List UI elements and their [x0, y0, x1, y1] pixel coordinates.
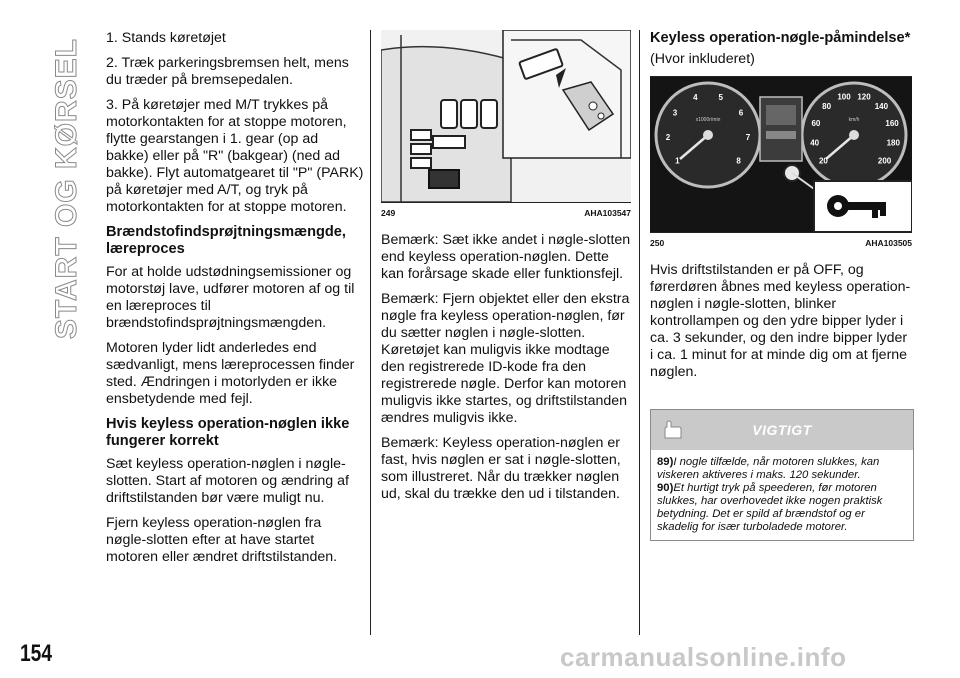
speedometer-tick-label: 180 [886, 138, 900, 148]
note-2: Bemærk: Fjern objektet eller den ekstra nøgle fra keyless operation-nøglen, før du sætter nøglen i nøgle-slotten. Køretøjet kan muligvis ikke modtage den registrerede ID-kode fra den registrerede nøgle. Derfor kan motoren muligvis ikke startes, og driftstilstanden ændres muligvis ikke. [381, 291, 630, 426]
step-1: 1. Stands køretøjet [106, 30, 226, 46]
reminder-paragraph: Hvis driftstilstanden er på OFF, og førerdøren åbnes med keyless operation-nøglen i nøgle-slotten, blinker kontrollampen og den ydre bipper lyder i ca. 3 sekunder, og den indre bipper lyder i ca. 1 minut for at minde dig om at fjerne nøglen. [650, 262, 911, 380]
warning-item-89-text: I nogle tilfælde, når motoren slukkes, kan viskeren aktiveres i maks. 120 sekunder. [657, 456, 880, 481]
tachometer-tick-label: 1 [675, 156, 680, 166]
paragraph-fuel-2: Motoren lyder lidt anderledes end sædvanligt, mens læreprocessen finder sted. Ændringen i motorlyden er ikke ensbetydende med fejl. [106, 340, 355, 407]
note-3: Bemærk: Keyless operation-nøglen er fast, hvis nøglen er sat i nøgle-slotten, som illustreret. Når du trækker nøglen ud, skal du trække den ud i tilstanden. [381, 435, 621, 502]
speedometer-tick-label: 200 [877, 156, 892, 166]
warning-box [650, 409, 914, 541]
watermark-text: carmanualsonline.info [560, 642, 847, 672]
tachometer-tick-label: 6 [738, 108, 744, 118]
tachometer-tick-label: 2 [665, 133, 671, 142]
speedometer-tick-label: 120 [857, 92, 871, 102]
figure-249-caption [381, 203, 631, 222]
step-2: 2. Træk parkeringsbremsen helt, mens du træder på bremsepedalen. [106, 55, 349, 88]
tachometer-tick-label: 5 [718, 93, 723, 103]
speedometer-tick-label: 60 [811, 118, 821, 128]
warning-item-90-number: 90) [657, 482, 674, 494]
speedometer-tick-label: 100 [837, 92, 851, 102]
speedometer-tick-label: 80 [822, 101, 832, 111]
note-1: Bemærk: Sæt ikke andet i nøgle-slotten end keyless operation-nøglen. Dette kan forårsage skade eller funktionsfejl. [381, 232, 631, 282]
warning-item-90 [657, 482, 907, 534]
speedometer-tick-label: 40 [810, 138, 820, 148]
column-left [106, 30, 364, 574]
paragraph-keyless-2: Fjern keyless operation-nøglen fra nøgle-slotten efter at have startet motoren eller ændret driftstilstanden. [106, 515, 338, 565]
tachometer-tick-label: 8 [736, 156, 741, 166]
figure-249-number: 249 [381, 208, 396, 218]
instrument-cluster-illustration [650, 77, 912, 232]
hand-warning-icon [661, 418, 685, 442]
page-number: 154 [20, 640, 53, 667]
tachometer-tick-label: 3 [672, 108, 678, 118]
section-title: START OG KØRSEL [50, 38, 83, 340]
figure-250-code: AHA103505 [865, 238, 912, 248]
warning-title: VIGTIGT [752, 421, 812, 438]
column-middle [381, 30, 631, 511]
figure-249-code: AHA103547 [584, 208, 631, 218]
column-right [650, 30, 912, 541]
tachometer-unit-label: x1000r/min [695, 117, 721, 123]
heading-fuel-injection: Brændstofindsprøjtningsmængde, læreproces [106, 224, 346, 257]
key-slot-illustration [381, 30, 631, 202]
column-divider-1 [370, 30, 371, 635]
subheading-where-included: (Hvor inkluderet) [650, 51, 755, 67]
heading-key-reminder: Keyless operation-nøgle-påmindelse* [650, 30, 911, 46]
heading-keyless-fault: Hvis keyless operation-nøglen ikke fungerer korrekt [106, 416, 350, 449]
step-3: 3. På køretøjer med M/T trykkes på motorkontakten for at stoppe motoren, flytte gearstangen i 1. gear (op ad bakke) eller på "R" (bakgear) (ned ad bakke). Flyt automatgearet til "P" (PARK) på køretøjer med A/T, og tryk på motorkontakten for at stoppe motoren. [106, 97, 364, 215]
figure-instrument-cluster [650, 76, 912, 233]
figure-250-caption [650, 233, 912, 252]
figure-250-number: 250 [650, 238, 665, 248]
warning-item-89-number: 89) [657, 456, 674, 468]
tachometer-tick-label: 4 [693, 93, 698, 103]
figure-key-slot [381, 30, 631, 203]
column-divider-2 [639, 30, 640, 635]
warning-body [651, 450, 913, 540]
warning-item-90-text: Et hurtigt tryk på speederen, før motoren slukkes, har overhovedet ikke nogen praktisk betydning. Det er spild af brændstof og er skadelig for især turboladede motorer. [657, 482, 883, 533]
paragraph-keyless-1: Sæt keyless operation-nøglen i nøgle-slotten. Start af motoren og ændring af driftstilstanden bør være muligt nu. [106, 456, 349, 506]
warning-item-89 [657, 456, 907, 482]
speedometer-tick-label: 20 [818, 156, 828, 166]
speedometer-tick-label: 160 [885, 118, 899, 128]
speedometer-unit-label: km/h [848, 117, 860, 123]
section-side-tab [50, 38, 83, 340]
paragraph-fuel-1: For at holde udstødningsemissioner og motorstøj lave, udfører motoren af og til en læreproces til brændstofindsprøjtningsmængden. [106, 264, 355, 331]
tachometer-tick-label: 7 [745, 133, 751, 142]
speedometer-tick-label: 140 [874, 101, 889, 111]
warning-header [651, 410, 913, 450]
